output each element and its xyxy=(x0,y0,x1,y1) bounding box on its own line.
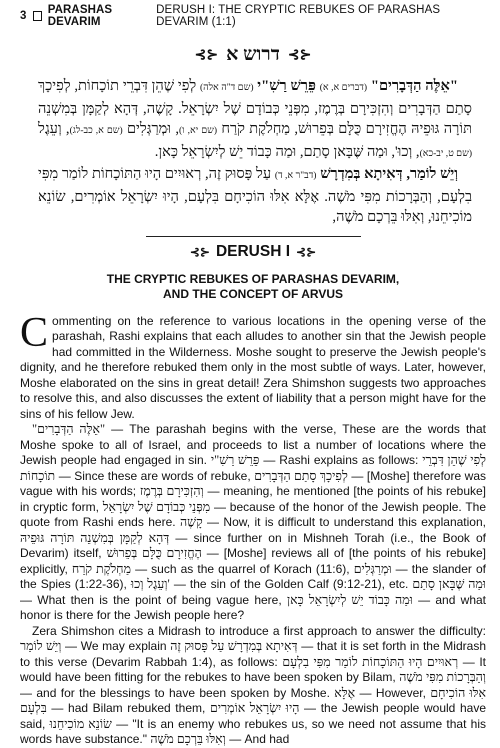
hebrew-inline: לְפִיכָךְ סָתַם הַדְּבָרִים xyxy=(254,468,348,483)
hebrew-inline: דְּאִיתָא בְּמִדְרָשׁ עַל פָּסוּק זֶה xyxy=(170,639,298,653)
hebrew-inline: אִלּוּ הוֹכִיחָם בִּלְעָם xyxy=(20,685,486,715)
english-inline: — However, xyxy=(355,685,431,700)
english-inline: — [Moshe] reviews all of [the points of his rebuke] explicitly, xyxy=(20,546,487,576)
fleuron-right-icon: ⊰⊱ xyxy=(194,47,219,63)
subtitle-line-1: THE CRYPTIC REBUKES OF PARASHAS DEVARIM, xyxy=(106,271,400,286)
hebrew-inline: וּמַה שֶּׁבָּאן סָתַם xyxy=(412,577,486,591)
hebrew-inline: אֶלָּא xyxy=(334,685,356,700)
hebrew-text-block xyxy=(38,76,472,228)
chapter-title: DERUSH I: THE CRYPTIC REBUKES OF PARASHAS DEVARIM (1:1) xyxy=(156,4,441,28)
english-inline: — Now, it is difficult to understand this explanation, xyxy=(202,515,486,529)
english-inline: — because of the honor of the Jewish people. The quote from Rashi ends here. xyxy=(20,499,486,529)
english-inline: — We may explain xyxy=(61,639,171,653)
english-inline: — that it is set forth in the Midrash to this verse (Devarim Rabbah 1:4), as follows: xyxy=(20,639,486,669)
hebrew-inline: מַחְלֹקֶת קֹרַח xyxy=(71,561,131,576)
subtitle-line-2: AND THE CONCEPT OF ARVUS xyxy=(162,286,343,301)
english-inline: — the sin of the Golden Calf (9:12-21), etc. xyxy=(169,577,413,591)
hebrew-inline: וְיֵשׁ לוֹמַר xyxy=(20,639,62,653)
english-inline: — and what honor is there for the Jewish people here? xyxy=(20,592,487,622)
hebrew-inline: וּמַה כָּבוֹד יֵשׁ לְיִשְׂרָאֵל כָּאן xyxy=(286,592,413,607)
english-inline: — And had xyxy=(225,732,290,746)
hebrew-inline: רְאוּיִים הָיוּ הַתּוֹכָחוֹת לוֹמַר מִפִּי בִלְעָם xyxy=(282,654,459,669)
hebrew-body: , וּמְרַגְּלִים xyxy=(126,121,180,137)
hebrew-body: לְפִי שֶׁהֵן דִּבְרֵי תוֹכָחוֹת, לְפִיכָךְ סָתַם הַדְּבָרִים וְהִזְכִּירָם בְּרֶמֶז, מִפְּנֵי כְּבוֹדָם שֶׁל יִשְׂרָאֵל. קָשֶׁה, דְּהָא לְקַמָּן בְּמִשְׁנֵה תּוֹרָה גּוּפֵיהּ הֶחֱזִירָם כֻּלָּם בְּפֵרוּשׁ, מַחְלֹקֶת קֹרַח xyxy=(38,78,472,137)
hebrew-inline: "אֵלֶּה הַדְּבָרִים" xyxy=(32,422,106,436)
hebrew-body: , וְכוּ', וּמַה שֶּׁבָּאן סָתַם, וּמַה כָּבוֹד יֵשׁ לְיִשְׂרָאֵל כָּאן. xyxy=(154,143,420,160)
english-inline: — such as the quarrel of Korach (11:6), xyxy=(130,561,354,576)
hebrew-paragraph-1 xyxy=(38,76,472,164)
hebrew-body: וְיֵשׁ לוֹמַר, דְּאִיתָא בְּמִדְרָשׁ xyxy=(320,166,458,182)
hebrew-ref: (שם ט, יב-כא) xyxy=(419,148,472,159)
english-intro-paragraph xyxy=(20,309,486,423)
english-paragraph-2 xyxy=(20,422,486,624)
hebrew-inline: דְּהָא לְקַמָּן בְּמִשְׁנֵה תּוֹרָה גּוּפֵיהּ xyxy=(20,530,170,545)
section-heading xyxy=(20,243,486,261)
hebrew-ref: (שם א, כב-לג) xyxy=(69,126,123,136)
drop-cap: C xyxy=(20,309,49,356)
english-inline: Zera Shimshon cites a Midrash to introduce a first approach to answer the difficulty: xyxy=(32,623,486,638)
hebrew-ref: (שם ד"ה אלה) xyxy=(199,83,254,93)
hebrew-quote: "אֵלֶּה הַדְּבָרִים" xyxy=(370,78,458,94)
english-inline: — meaning, he mentioned [the points of his rebuke] in cryptic form, xyxy=(20,484,487,514)
english-inline: — [Moshe] therefore was vague with his words; xyxy=(20,468,487,498)
hebrew-inline: הָיוּ יִשְׂרָאֵל אוֹמְרִים xyxy=(209,701,300,715)
hebrew-inline: מִפְּנֵי כְּבוֹדָם שֶׁל יִשְׂרָאֵל xyxy=(102,499,211,514)
english-inline: — What then is the point of being vague here, xyxy=(20,592,287,607)
hebrew-ref: (שם יא, ו) xyxy=(179,126,218,136)
hebrew-inline: שׂוֹנֵא מוֹכִיחֵנוּ xyxy=(49,716,112,731)
hebrew-inline: וְעֵגֶל וְכוּ' xyxy=(130,577,170,591)
fleuron-right-icon: ⊰⊱ xyxy=(296,244,317,259)
book-title: PARASHAS DEVARIM xyxy=(47,4,113,28)
english-paragraph-3 xyxy=(20,624,486,748)
english-inline: — "It is an enemy who rebukes us, so we need not assume that his words have substance." xyxy=(20,716,486,746)
hebrew-inline: פֵּרֵשׁ רַשִׁ"י xyxy=(210,453,260,467)
hebrew-inline: וְהַבְּרָכוֹת מִפִּי מֹשֶׁה xyxy=(399,670,487,684)
hebrew-inline: הֶחֱזִירָם כֻּלָּם בְּפֵרוּשׁ xyxy=(106,546,202,560)
english-inline: — and for the blessings to have been spoken by Moshe. xyxy=(20,685,335,700)
fleuron-left-icon: ⊰⊱ xyxy=(287,47,312,63)
english-inline: — the Jewish people would have said, xyxy=(20,701,486,731)
english-inline: — the slander of the Spies (1:22-36), xyxy=(20,561,486,591)
hebrew-heading-text: דרוש א xyxy=(226,44,280,65)
english-text-block xyxy=(20,309,487,748)
english-inline: — Rashi explains as follows: xyxy=(259,453,423,467)
hebrew-ref: (דברים א, א) xyxy=(319,83,368,93)
section-subtitle xyxy=(20,272,486,302)
hebrew-inline: וְהִזְכִּירָם בְּרֶמֶז xyxy=(139,484,204,498)
hebrew-body: עַל פָּסוּק זֶה, רְאוּיִים הָיוּ הַתּוֹכָחוֹת לוֹמַר מִפִּי בִלְעָם, וְהַבְּרָכוֹת מִפִּי מֹשֶׁה. אֶלָּא אִלּוּ הוֹכִיחָם בִּלְעָם, הָיוּ יִשְׂרָאֵל אוֹמְרִים, שׂוֹנֵא מוֹכִיחֵנוּ, וְאִלּוּ בֵּרְכָם מֹשֶׁה, xyxy=(38,166,472,225)
english-inline: — The parashah begins with the verse, These are the words that Moshe spoke to all of Israel, and proceeds to list a number of locations where the Jewish people had engaged in sin. xyxy=(20,422,486,467)
section-divider xyxy=(146,236,361,237)
section-heading-text: DERUSH I xyxy=(215,242,291,260)
english-inline: — had Bilam rebuked them, xyxy=(46,701,210,715)
intro-text: ommenting on the reference to various locations in the opening verse of the parashah, Rashi explains that each alludes to another sin that the Jewish people had committed in the Wilderness. Moshe sought to preserve the Jewish people's dignity, and he therefore rebuked them only in the most subtle of ways. Later, however, Moshe elaborated on the sins in great detail! Zera Shimshon suggests two approaches to resolve this, and also discusses the extent of liability that a person might have for the sins of his fellow Jew. xyxy=(20,313,486,421)
hebrew-ref: (דב"ר א, ד) xyxy=(274,171,317,181)
hebrew-inline: קָשֶׁה xyxy=(179,515,203,529)
english-inline: — Since these are words of rebuke, xyxy=(55,468,255,483)
hebrew-rashi: פֵּרֵשׁ רַשִׁ"י xyxy=(257,78,316,94)
english-inline: — since further on in Mishneh Torah (i.e., the Book of Devarim) itself, xyxy=(20,530,486,560)
hebrew-body: , וְעֵגֶל xyxy=(38,121,70,137)
hebrew-paragraph-2 xyxy=(38,164,472,228)
hebrew-inline: וְאִלּוּ בֵּרְכָם מֹשֶׁה xyxy=(150,732,226,746)
hebrew-heading xyxy=(20,44,486,66)
square-ornament-icon xyxy=(33,11,42,21)
running-header xyxy=(20,4,486,28)
fleuron-left-icon: ⊰⊱ xyxy=(189,244,210,259)
page-number: 3 xyxy=(20,10,27,22)
hebrew-inline: וּמְרַגְּלִים xyxy=(353,561,392,576)
english-inline: — It would have been fitting for the rebukes to have been spoken by Bilam, xyxy=(20,654,486,684)
hebrew-inline: לְפִי שֶׁהֵן דִּבְרֵי תוֹכָחוֹת xyxy=(20,453,486,483)
